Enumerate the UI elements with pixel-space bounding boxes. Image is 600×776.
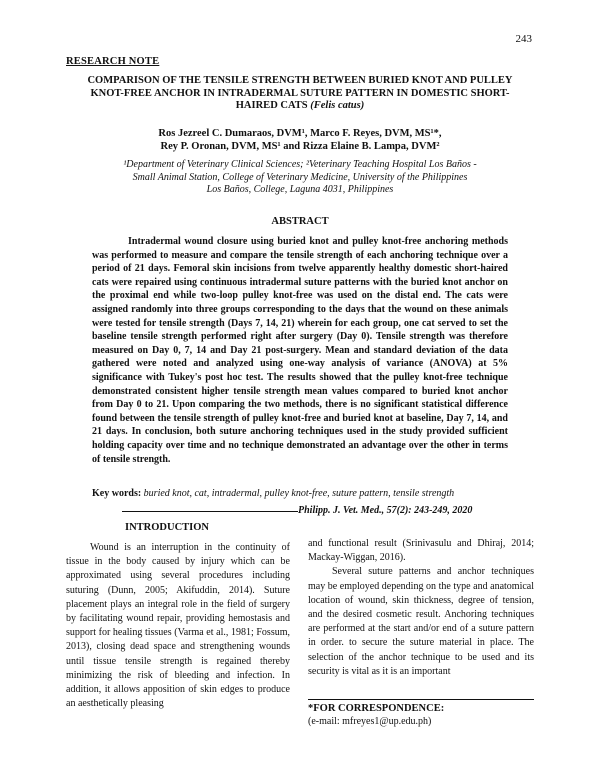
abstract-heading: ABSTRACT xyxy=(271,216,329,227)
affiliation-line-1: ¹Department of Veterinary Clinical Sciences; ²Veterinary Teaching Hospital Los Baños - xyxy=(123,159,477,170)
affiliations xyxy=(80,159,520,197)
title-species: (Felis catus) xyxy=(310,100,365,111)
authors-line-2: Rey P. Oronan, DVM, MS¹ and Rizza Elaine B. Lampa, DVM² xyxy=(160,141,440,152)
correspondence-email: (e-mail: mfreyes1@up.edu.ph) xyxy=(308,716,432,727)
paper-title xyxy=(80,75,520,113)
affiliation-line-2: Small Animal Station, College of Veterinary Medicine, University of the Philippines xyxy=(132,171,468,183)
intro-right-paragraph-2: Several suture patterns and anchor techniques may be employed depending on the type and anatomical location of wound, skin thickness, degree of tension, and the desired cosmetic result. Anchoring techniques are performed at the start and/or end of a suture pattern in order. to secure the suture material in place. The selection of the anchor technique to be used and its security is vital as it is an important xyxy=(308,566,534,677)
abstract-text: Intradermal wound closure using buried knot and pulley knot-free anchoring methods was performed to measure and compare the tensile strength of each anchoring technique over a period of 21 days. Femoral skin incisions from twelve apparently healthy domestic short-haired cats were repaired using continuous intradermal suture patterns with the buried knot anchor on the proximal end while two-loop pulley knot-free was used on the distal end. The cats were assigned randomly into three groups corresponding to the days that the wound on these animals were tested for tensile strength (Days 7, 14, 21) wherein for each group, one cat served to set the baseline tensile strength performed right after surgery (Day 0). Tensile strength was therefore measured on Day 0, 7, 14 and Day 21 post-surgery. Mean and standard deviation of the data gathered were noted and analyzed using one-way analysis of variance (ANOVA) at 5% significance with Tukey's post hoc test. The results showed that the pulley knot-free technique demonstrated consistent higher tensile strength mean values compared to buried knot anchor from Day 0 to 21. Upon comparing the two methods, there is no significant statistical difference found between the tensile strength of pulley knot-free and buried knot at baseline, Day 7, 14, and 21 days. In conclusion, both suture anchoring techniques used in the study provided sufficient holding capacity over time and no technique demonstrated an advantage over the other in terms of tensile strength. xyxy=(92,236,508,465)
keywords xyxy=(92,488,522,499)
author-list xyxy=(100,127,500,153)
page-number: 243 xyxy=(515,33,532,45)
intro-right-column xyxy=(308,537,534,679)
correspondence-rule xyxy=(308,699,534,700)
affiliation-line-3: Los Baños, College, Laguna 4031, Philippines xyxy=(206,184,394,195)
keywords-label: Key words: xyxy=(92,488,142,499)
intro-left-column: Wound is an interruption in the continuity of tissue in the body caused by injury which can be approximated using several procedures including suturing (Dunn, 2005; Akifuddin, 2014). Suture placement plays an integral role in the field of surgery by facilitating wound repair, providing hemostasis and support for healing tissues (Varma et al., 1981; Fossum, 2013), closing dead space and strengthening wounds until tissue tensile strength is regained thereby minimizing the risk of bleeding and infection. In addition, it allows apposition of skin edges to produce an aesthetically pleasing xyxy=(66,542,290,710)
journal-citation: Philipp. J. Vet. Med., 57(2): 243-249, 2020 xyxy=(298,505,473,516)
section-label: RESEARCH NOTE xyxy=(66,56,160,67)
citation-line xyxy=(122,505,532,517)
citation-rule xyxy=(122,511,298,512)
correspondence-heading: *FOR CORRESPONDENCE: xyxy=(308,703,445,714)
title-main: COMPARISON OF THE TENSILE STRENGTH BETWEEN BURIED KNOT AND PULLEY KNOT-FREE ANCHOR IN INTRADERMAL SUTURE PATTERN IN DOMESTIC SHORT-HAIRED CATS xyxy=(87,75,513,111)
keywords-list: buried knot, cat, intradermal, pulley knot-free, suture pattern, tensile strength xyxy=(143,488,455,499)
introduction-heading: INTRODUCTION xyxy=(125,522,210,533)
authors-line-1: Ros Jezreel C. Dumaraos, DVM¹, Marco F. Reyes, DVM, MS¹*, xyxy=(158,128,442,139)
intro-right-paragraph-1: and functional result (Srinivasulu and Dhiraj, 2014; Mackay-Wiggan, 2016). xyxy=(308,538,534,564)
